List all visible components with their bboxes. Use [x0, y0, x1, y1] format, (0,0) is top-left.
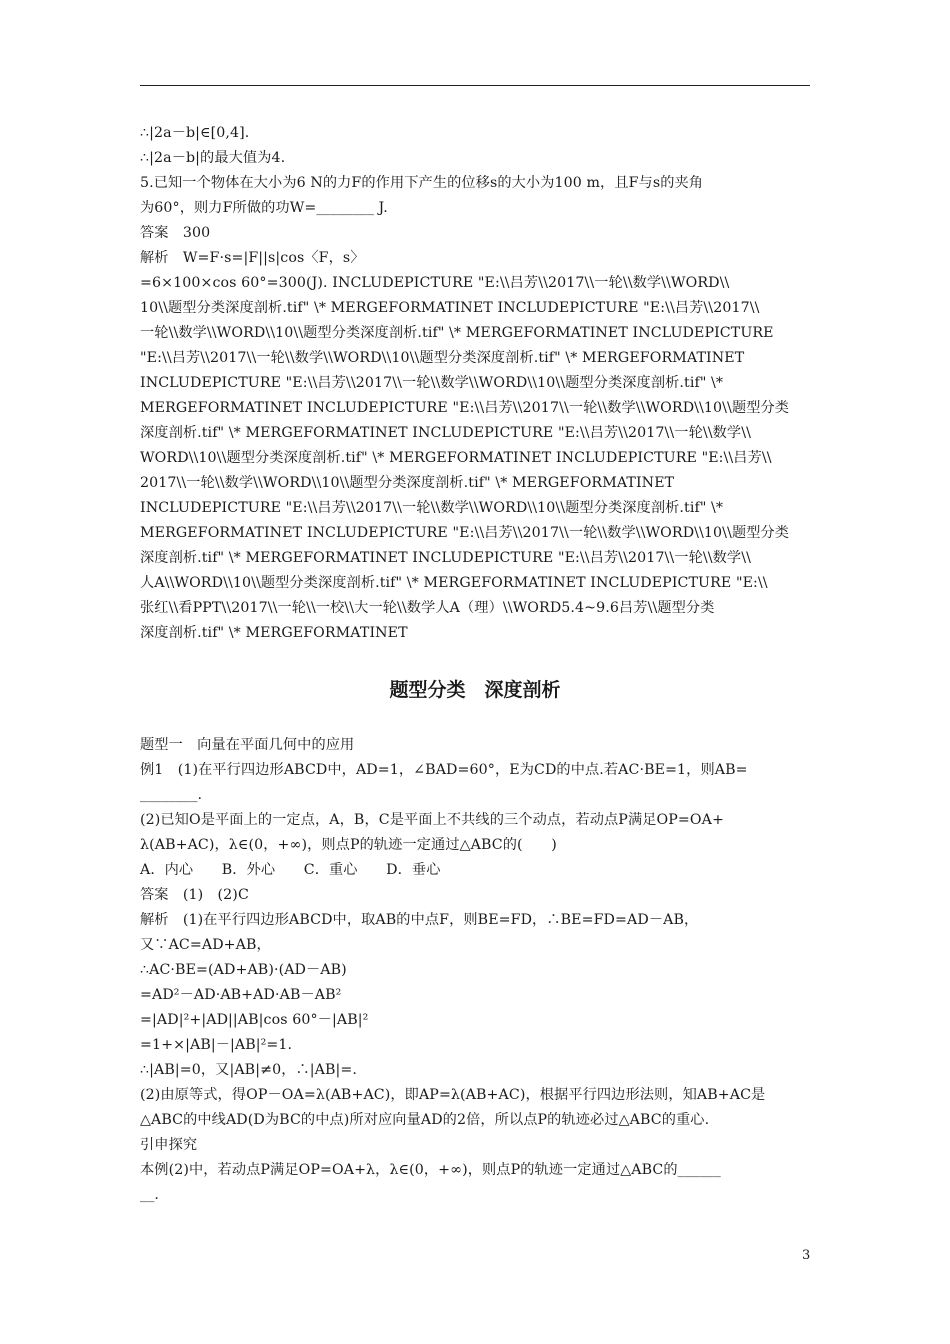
text-line: INCLUDEPICTURE "E:\\吕芳\\2017\\一轮\\数学\\WORD\\10\\题型分类深度剖析.tif" \* — [140, 500, 724, 516]
text-line: MERGEFORMATINET INCLUDEPICTURE "E:\\吕芳\\2017\\一轮\\数学\\WORD\\10\\题型分类 — [140, 400, 790, 416]
text-line: λ(AB+AC)，λ∈(0，+∞)，则点P的轨迹一定通过△ABC的( ) — [140, 837, 557, 853]
text-line: △ABC的中线AD(D为BC的中点)所对应向量AD的2倍，所以点P的轨迹必过△ABC的重心. — [140, 1112, 710, 1128]
text-line: MERGEFORMATINET INCLUDEPICTURE "E:\\吕芳\\2017\\一轮\\数学\\WORD\\10\\题型分类 — [140, 525, 790, 541]
text-line: 题型一 向量在平面几何中的应用 — [140, 737, 355, 753]
text-line: =|AD|²+|AD||AB|cos 60°－|AB|² — [140, 1012, 369, 1028]
text-line: 张红\\看PPT\\2017\\一轮\\一校\\大一轮\\数学人A（理）\\WORD5.4~9.6吕芳\\题型分类 — [140, 600, 715, 616]
text-line: (2)由原等式，得OP－OA=λ(AB+AC)，即AP=λ(AB+AC)，根据平行四边形法则，知AB+AC是 — [140, 1087, 766, 1103]
text-line: __. — [140, 1187, 159, 1203]
text-line: 引申探究 — [140, 1137, 198, 1153]
text-line: 为60°，则力F所做的功W=________ J. — [140, 200, 388, 216]
text-line: INCLUDEPICTURE "E:\\吕芳\\2017\\一轮\\数学\\WORD\\10\\题型分类深度剖析.tif" \* — [140, 375, 724, 391]
text-line: ________. — [140, 787, 203, 803]
text-line: ∴AC·BE=(AD+AB)·(AD－AB) — [140, 962, 347, 978]
text-line: WORD\\10\\题型分类深度剖析.tif" \* MERGEFORMATINET INCLUDEPICTURE "E:\\吕芳\\ — [140, 450, 772, 466]
page-number: 3 — [802, 1248, 811, 1263]
text-line: 解析 W=F·s=|F||s|cos〈F，s〉 — [140, 250, 365, 266]
text-line: =AD²－AD·AB+AD·AB－AB² — [140, 987, 342, 1003]
text-line: 又∵AC=AD+AB， — [140, 937, 271, 953]
text-line: 例1 (1)在平行四边形ABCD中，AD=1，∠BAD=60°，E为CD的中点.若AC·BE=1，则AB= — [140, 762, 748, 778]
text-line: 2017\\一轮\\数学\\WORD\\10\\题型分类深度剖析.tif" \* MERGEFORMATINET — [140, 475, 675, 491]
text-line: =1+×|AB|－|AB|²=1. — [140, 1037, 293, 1053]
text-line: "E:\\吕芳\\2017\\一轮\\数学\\WORD\\10\\题型分类深度剖析.tif" \* MERGEFORMATINET — [140, 350, 745, 366]
text-line: (2)已知O是平面上的一定点，A，B，C是平面上不共线的三个动点，若动点P满足OP=OA+ — [140, 812, 724, 828]
text-line: 答案 (1) (2)C — [140, 887, 249, 903]
text-line: ∴|AB|=0，又|AB|≠0，∴|AB|=. — [140, 1062, 357, 1078]
text-line: 深度剖析.tif" \* MERGEFORMATINET — [140, 625, 408, 641]
section-heading: 题型分类 深度剖析 — [389, 679, 561, 701]
text-line: A．内心 B．外心 C．重心 D．垂心 — [140, 862, 441, 878]
text-line: 5.已知一个物体在大小为6 N的力F的作用下产生的位移s的大小为100 m，且F与s的夹角 — [140, 175, 704, 191]
text-line: 深度剖析.tif" \* MERGEFORMATINET INCLUDEPICTURE "E:\\吕芳\\2017\\一轮\\数学\\ — [140, 425, 751, 441]
text-line: ∴|2a－b|的最大值为4. — [140, 150, 286, 166]
text-line: ∴|2a－b|∈[0,4]. — [140, 125, 250, 141]
text-line: 解析 (1)在平行四边形ABCD中，取AB的中点F，则BE=FD，∴BE=FD=AD－AB， — [140, 912, 699, 928]
text-line: 人A\\WORD\\10\\题型分类深度剖析.tif" \* MERGEFORMATINET INCLUDEPICTURE "E:\\ — [140, 575, 768, 591]
text-line: 10\\题型分类深度剖析.tif" \* MERGEFORMATINET INCLUDEPICTURE "E:\\吕芳\\2017\\ — [140, 300, 760, 316]
text-line: 一轮\\数学\\WORD\\10\\题型分类深度剖析.tif" \* MERGEFORMATINET INCLUDEPICTURE — [140, 325, 774, 341]
text-line: 深度剖析.tif" \* MERGEFORMATINET INCLUDEPICTURE "E:\\吕芳\\2017\\一轮\\数学\\ — [140, 550, 751, 566]
text-line: =6×100×cos 60°=300(J). INCLUDEPICTURE "E:\\吕芳\\2017\\一轮\\数学\\WORD\\ — [140, 275, 730, 291]
text-line: 答案 300 — [140, 225, 211, 241]
text-line: 本例(2)中，若动点P满足OP=OA+λ，λ∈(0，+∞)，则点P的轨迹一定通过△ABC的______ — [140, 1162, 721, 1178]
header-rule — [140, 85, 810, 86]
